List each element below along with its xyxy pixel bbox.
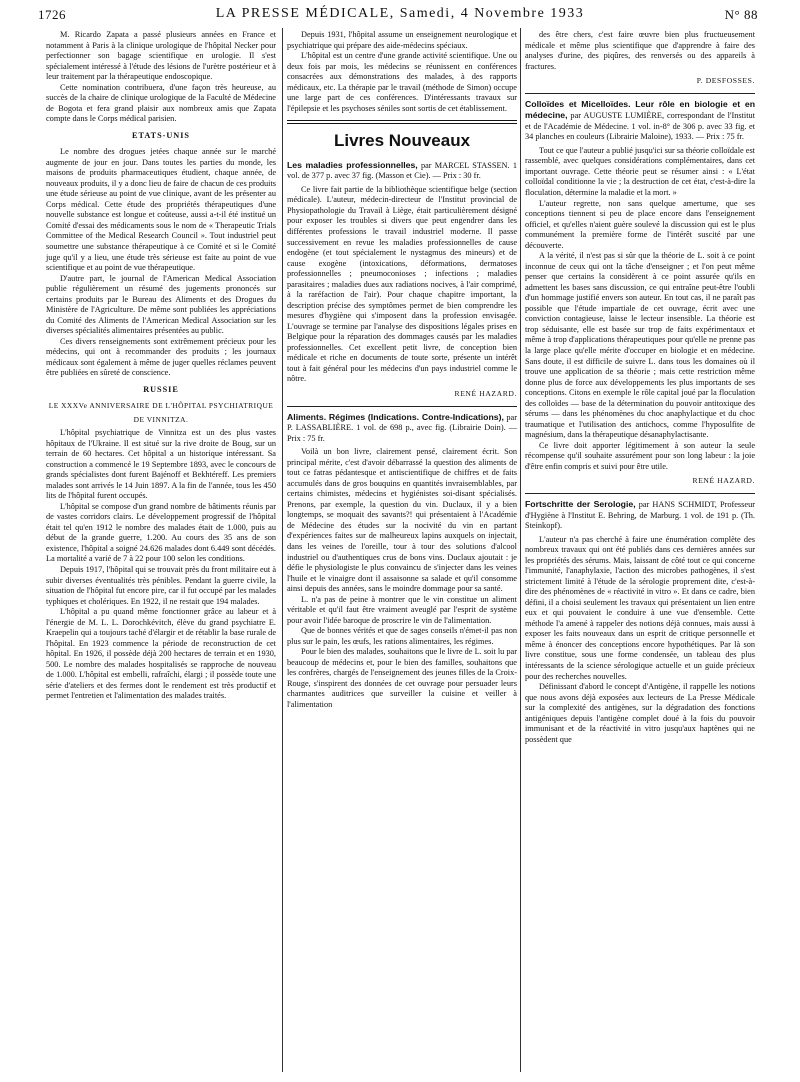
review-title: Colloïdes et Micelloïdes. Leur rôle en biologie et en médecine,: [525, 98, 755, 121]
column-rule: [520, 28, 521, 1072]
paragraph: Ces divers renseignements sont extrêmement précieux pour les médecins, qui ont à recommander des produits ; les journaux médicaux sont également à même de juger quelles réclames peuvent être publiées en sûreté de conscience.: [46, 336, 276, 378]
page-header: [0, 0, 800, 30]
review-heading: [525, 99, 755, 143]
column-left: [46, 30, 276, 702]
paragraph: des être chers, c'est faire œuvre bien plus fructueusement médicale et même plus scientifique que d'apprendre à faire des analyses d'urine, des piqûres, des renversés ou des appareils à fractures.: [525, 30, 755, 71]
review-heading: [287, 160, 517, 182]
separator: [525, 93, 755, 94]
column-right: [525, 30, 755, 745]
paragraph: Ce livre doit apporter légitimement à son auteur la seule récompense qu'il souhaite assurément pour son long labeur : la joie d'être enfin compris et suivi pour être utile.: [525, 440, 755, 471]
paragraph: Cette nomination contribuera, d'une façon très heureuse, au succès de la chaire de clinique urologique de la Faculté de Médecine de Bogota et fera grand plaisir aux nombreux amis que Zapata compte dans le Corps médical parisien.: [46, 82, 276, 124]
review-title: Fortschritte der Serologie,: [525, 499, 636, 509]
review-meta: par HANS SCHMIDT, Professeur d'Hygiène à l'Institut E. Behring, de Marburg. 1 vol. de 191 p. (Th. Steinkopf).: [525, 500, 755, 531]
section-title-livres-nouveaux: Livres Nouveaux: [333, 131, 471, 151]
subheading: DE VINNITZA.: [133, 414, 189, 424]
paragraph: Pour le bien des malades, souhaitons que le livre de L. soit lu par beaucoup de médecins et, pour le bien des familles, souhaitons que les confrères, chargés de l'enseignement des jeunes filles de la Croix-Rouge, s'inspirent des données de cet ouvrage pour persuader leurs charmantes auditrices que surveiller la cuisine et veiller à l'alimentation: [287, 647, 517, 709]
paragraph: L'hôpital est un centre d'une grande activité scientifique. Une ou deux fois par mois, les médecins se réunissent en conférences consacrées aux démonstrations des malades, à des rapports médicaux, etc. La thérapie par le travail (méthode de Simon) occupe une large part de ces conférences. D'intéressants travaux sur l'épilepsie et les psychoses séniles sont sortis de cet établissement.: [287, 51, 517, 113]
issue-number: N° 88: [724, 7, 758, 22]
column-rule: [282, 28, 283, 1072]
separator: [525, 493, 755, 494]
paragraph: L'auteur n'a pas cherché à faire une énumération complète des nombreux travaux qui ont été publiés dans ces dernières années sur les propriétés des sérums. Mais, laissant de côté tout ce qui concerne l'immunité, l'anaphylaxie, l'action des microbes pathogènes, il s'est strictement limité à l'étude de la sérologie proprement dite, c'est-à-dire des phénomènes de « réactivité in vitro ». Et dans ce cadre, bien défini, il a choisi seulement les travaux qui présentaient un lien entre eux et qui pouvaient le conduire à une vue d'ensemble. Cette méthode l'a amené à rappeler des notions déjà connues, mais aussi à exposer les faits nouveaux dans un esprit de critique personnelle et même à énoncer des conceptions encore hypothétiques. Par là son livre constitue, sous une forme condensée, un tableau des plus intéressants de la science sérologique actuelle et un guide précieux pour des recherches nouvelles.: [525, 534, 755, 681]
paragraph: Ce livre fait partie de la bibliothèque scientifique belge (section médicale). L'auteur, médecin-directeur de l'Institut provincial de Physiopathologie du Travail à Liège, était particulièrement désigné pour exposer les troubles si divers que peut engendrer dans les différentes professions le travail industriel moderne. Il passe successivement en revue les maladies professionnelles de cause endogène (et tout spécialement le nystagmus des mineurs) et de cause exogène (intoxications, déformations, dermatoses professionnelles ; pneumoconioses ; infections ; maladies parasitaires ; maladies dues aux radiations nocives, à l'air comprimé, à la raréfaction de l'air). Pour chaque chapitre important, la description précise des symptômes permet de bien comprendre les mesures d'hygiène qui s'imposent dans la profession envisagée. L'ouvrage se termine par l'analyse des dispositions légales prises en Belgique pour la réparation des dommages causés par les maladies professionnelles. Cet excellent petit livre, de conception bien médicale et riche en documents de toute sorte, présente un intérêt tout à fait général pour les médecins d'un pays industriel comme le nôtre.: [287, 184, 517, 384]
page-number: 1726: [38, 7, 66, 22]
paragraph: Le nombre des drogues jetées chaque année sur le marché augmente de jour en jour. Dans toutes les parties du monde, les maisons de produits pharmaceutiques étudient, chaque année, de nouveaux produits, il y a donc lieu de faire de chacun de ces produits une étude sérieuse au point de vue clinique, avant de les présenter au Corps médical. Cette étude des propriétés thérapeutiques d'une nouvelle substance est longue et coûteuse, aussi a-t-il été institué un Comité d'essai des médicaments sous le nom de « Therapeutic Trials Committee of the Medical Research Council ». Tout industriel peut soumettre une substance thérapeutique à ce Comité et si le Comité juge qu'il y a lieu, une étude très sérieuse est faite au point de vue scientifique et au point de vue thérapeutique.: [46, 147, 276, 273]
signature: RENÉ HAZARD.: [692, 476, 755, 486]
paragraph: Définissant d'abord le concept d'Antigène, il rappelle les notions que nous avons déjà exposées aux lecteurs de La Presse Médicale sur la complexité des antigènes, sur la dégradation des fonctions antigéniques depuis l'antigène complet doué à la fois du pouvoir immunisant et de la réactivité in vitro jusqu'aux haptènes qui ne possèdent que: [525, 682, 755, 744]
paragraph: L'hôpital psychiatrique de Vinnitza est un des plus vastes hôpitaux de l'Ukraine. Il est situé sur la rive droite de Boug, sur un terrain de 60 hectares. Cet hôpital a un historique intéressant. Sa construction a commencé le 19 Septembre 1893, avec le concours de grands spécialistes dont furent Bajénoff et Bekhtéreff. Les premiers malades sont arrivés le 14 Juin 1897. A la fin de l'année, tous les 450 lits de l'hôpital furent occupés.: [46, 428, 276, 501]
review-heading: [525, 499, 755, 532]
review-meta: par P. LASSABLIÈRE. 1 vol. de 698 p., avec fig. (Librairie Doin). — Prix : 75 fr.: [287, 412, 517, 443]
paragraph: Depuis 1917, l'hôpital qui se trouvait près du front militaire eut à subir diverses éventualités très pénibles. Pendant la guerre civile, la situation de l'hôpital fut encore pire, car il fut occupé par les malades typhiques et cholériques. En 1922, il ne restait que 194 malades.: [46, 564, 276, 606]
review-heading: [287, 412, 517, 445]
paragraph: Tout ce que l'auteur a publié jusqu'ici sur sa théorie colloïdale est rassemblé, avec quelques considérations complémentaires, dans cet important ouvrage. Cette théorie peut se résumer ainsi : « L'état colloïdal conditionne la vie ; la destruction de cet état, c'est-à-dire la floculation, détermine la maladie et la mort. »: [525, 145, 755, 198]
signature: RENÉ HAZARD.: [454, 388, 517, 398]
separator: [287, 406, 517, 407]
review-title: Aliments. Régimes (Indications. Contre-Indications),: [287, 411, 504, 422]
review-meta: par MARCEL STASSEN. 1 vol. de 377 p. avec 37 fig. (Masson et Cie). — Prix : 30 fr.: [287, 160, 517, 181]
signature: P. DESFOSSES.: [696, 76, 755, 86]
journal-title: LA PRESSE MÉDICALE, Samedi, 4 Novembre 1933: [215, 6, 585, 21]
paragraph: A la vérité, il n'est pas si sûr que la théorie de L. soit à ce point inconnue de ceux qui ont la tâche d'enseigner ; et l'on peut même penser que certains la considèrent à ce point assurée qu'ils en admettent les bases sans discussion, ce qui entraîne peut-être l'oubli d'un hommage justifié envers son auteur. En tout cas, il ne paraît pas possible que l'étude impartiale de cet ouvrage, écrit avec une conviction contagieuse, laisse le lecteur insensible. La théorie est trop séduisante, elle est basée sur trop de faits expérimentaux et même à trop d'applications thérapeutiques pour qu'elle ne prenne pas la large place qu'elle mérite d'occuper en biologie et en médecine. Sans doute, il est difficile de suivre L. dans tous les domaines où il trouve une application de sa théorie ; mais cette restriction même donne plus de force aux développements les plus importants de ses conceptions. Citons en exemple le rôle capital joué par la floculation des colloïdes — base de la détermination du pouvoir antitoxique des sérums — dans les phénomènes du choc anaphylactique et du choc traumatique et l'utilisation des antichocs, comme l'hyposulfite de magnésium, dans la thérapeutique désanaphylactisante.: [525, 251, 755, 440]
section-heading-etats-unis: ETATS-UNIS: [132, 130, 190, 140]
section-heading-russie: RUSSIE: [143, 384, 179, 394]
paragraph: Voilà un bon livre, clairement pensé, clairement écrit. Son principal mérite, c'est d'avoir débarrassé la question des aliments de tout ce fatras pédantesque et antiscientifique de chiffres et de faits accumulés dans de gros bouquins en quantités invraisemblables, par certains chimistes, médecins et hygiénistes soi-disant spécialisés. Prenons, par exemple, la question du vin. Duclaux, il y a bien longtemps, se moquait des savants?! qui présentaient à l'Académie de Médecine des études sur la nocivité du vin en partant d'expériences faites sur de malheureux lapins auxquels on injectait, dans les veines de l'oreille, tour à tour des solutions d'alcool industriel ou d'authentiques crus de bons vins. Duclaux ajoutait : je défie le physiologiste le plus convaincu de s'injecter dans les veines l'huile et le vinaigre dont il assaisonne sa salade et qu'il consomme ainsi depuis des années, sans le moindre dommage pour sa santé.: [287, 447, 517, 594]
subheading: LE XXXVe ANNIVERSAIRE DE L'HÔPITAL PSYCHIATRIQUE: [48, 401, 274, 411]
review-meta: par AUGUSTE LUMIÈRE, correspondant de l'Institut et de l'Académie de Médecine. 1 vol. in-8° de 306 p. avec 33 fig. et 34 planches en couleurs (Librairie Maloine), 1933. — Prix : 75 fr.: [525, 111, 755, 142]
paragraph: Depuis 1931, l'hôpital assume un enseignement neurologique et psychiatrique qui prépare des aide-médecins spéciaux.: [287, 30, 517, 50]
paragraph: L'auteur regrette, non sans quelque amertume, que ses conceptions tiennent si peu de place encore dans l'enseignement officiel, et qu'elles n'aient guère soulevé la discussion qui est le plus communément la première forme de l'intérêt suscité par une découverte.: [525, 198, 755, 250]
review-title: Les maladies professionnelles,: [287, 159, 418, 170]
double-rule: [287, 120, 517, 124]
paragraph: Que de bonnes vérités et que de sages conseils n'émet-il pas non plus sur le pain, les œufs, les rations alimentaires, les régimes.: [287, 626, 517, 646]
paragraph: L. n'a pas de peine à montrer que le vin constitue un aliment véritable et qu'il faut être vraiment aveuglé par l'esprit de système pour avoir l'idée baroque de proscrire le vin de l'alimentation.: [287, 594, 517, 625]
paragraph: L'hôpital se compose d'un grand nombre de bâtiments réunis par de vastes corridors clairs. Le développement progressif de l'hôpital était tel qu'en 1912 le nombre des malades était de 1.000, puis au début de la grande guerre, 1.200. Au cours des 35 ans de son existence, l'hôpital a soigné 24.626 malades dont 6.449 sont décédés. La mortalité a varié de 7 à 22 pour 100 selon les conditions.: [46, 501, 276, 564]
column-middle: [287, 30, 517, 711]
paragraph: M. Ricardo Zapata a passé plusieurs années en France et notamment à Paris à la clinique urologique de l'hôpital Necker pour perfectionner son bagage scientifique en urologie. Il s'est spécialement intéressé à l'étude des lésions de l'urètre postérieur et à leur traitement par la thérapeutique endoscopique.: [46, 30, 276, 82]
paragraph: D'autre part, le journal de l'American Medical Association publie régulièrement un résumé des jugements prononcés sur certains produits par le Bureau des Aliments et des Drogues du Ministère de l'Agriculture. De même sont publiées les appréciations du Comité des Aliments de l'American Medical Association sur les diverses spécialités alimentaires présentées au public.: [46, 273, 276, 336]
paragraph: L'hôpital a pu quand même fonctionner grâce au labeur et à l'énergie de M. L. L. Dorochkévitch, élève du grand psychiatre E. Kraepelin qui a toujours taché d'élargir et de rétablir la base rurale de l'hôpital. En 1923 commence la période de reconstruction de cet hôpital. En 1926, il possède déjà 200 hectares de terrain et en 1930, 500. Le nombre des malades hospitalisés se rapproche de nouveau de 1.000. L'hôpital est embelli, rafraîchi, élargi ; il possède toute une série d'ateliers et des fermes dont le rendement est très productif et permet l'entretien et l'alimentation des malades traités.: [46, 607, 276, 701]
